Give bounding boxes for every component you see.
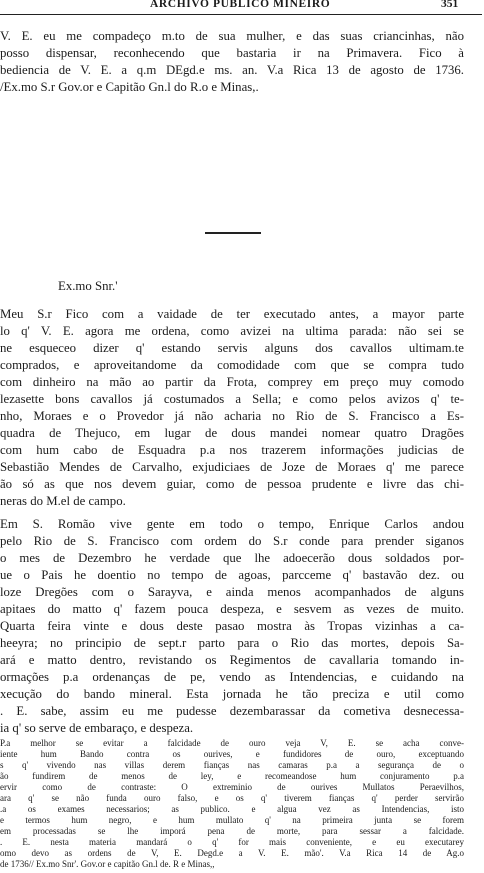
text-line: ão só as que nos devem guiar, como de pessoa prudente e livre das chi- <box>0 477 464 491</box>
text-line: Em S. Romão vive gente em todo o tempo, Enrique Carlos andou <box>0 517 464 531</box>
salutation: Ex.mo Snr.' <box>58 279 118 293</box>
text-line: xecução do bando mineral. Esta jornada he tão preciza e util como <box>0 687 464 701</box>
text-line: Sebastião Mendes de Carvalho, exjudiciaes de Joze de Moraes q' me parece <box>0 460 464 474</box>
text-line: em processadas se lhe imporá pena de morte, para sessar a falcidade. <box>0 826 464 836</box>
text-line: com hum cabo de Esquadra p.a nos trazerem informações judicias de <box>0 443 464 457</box>
text-line: lo q' V. E. agora me ordena, como avizei na ultima parada: não sei se <box>0 324 464 338</box>
text-line: s q' vivendo nas villas derem fianças nas camaras p.a a segurança de o <box>0 760 464 770</box>
text-line: posso dispensar, reconhecendo que bastaria ir na Primavera. Fico à <box>0 46 464 60</box>
text-line: loze Dregões com o Sarayva, e ainda menos acompanhados de alguns <box>0 585 464 599</box>
page-header <box>0 0 484 14</box>
text-line: . E. sabe, assim eu me pudesse dezembarassar da cometiva desnecessa- <box>0 704 464 718</box>
page-number: 351 <box>441 0 459 10</box>
text-line: Meu S.r Fico com a vaidade de ter executado antes, a mayor parte <box>0 307 464 321</box>
text-line: ará e matto dentro, revistando os Regimentos de cavallaria tomando in- <box>0 653 464 667</box>
text-line: ue o Pais he doentio no tempo de agoas, parcceme q' bastavão dez. ou <box>0 568 464 582</box>
text-line: omo devo as ordens de V, E. Degd.e a V. E. mão'. V.a Rica 14 de Ag.o <box>0 848 464 858</box>
text-line: lezasette bons cavallos já costumados a Sella; e como pelos avizos q' te- <box>0 392 464 406</box>
text-line: quadra de Thejuco, em lugar de dous mandei nomear quatro Dragões <box>0 426 464 440</box>
text-line: .a os exames necessarios; as publico. e algua vez as Intendencias, isto <box>0 804 464 814</box>
text-line: heeyra; no principio de sept.r parto para o Rio das mortes, depois Sa- <box>0 636 464 650</box>
paragraph-2 <box>0 516 484 737</box>
text-line: de 1736// Ex.mo Snr'. Gov.or e capitão Gn.l de. R e Minas,, <box>0 859 215 869</box>
paragraph-1 <box>0 306 484 510</box>
text-line: ão fundirem de menos de ley, e recomeandose hum conjuramento p.a <box>0 771 464 781</box>
letter-closing-block <box>0 28 484 96</box>
text-line: pelo Rio de S. Francisco com ordem do S.r conde para prender siganos <box>0 534 464 548</box>
text-line: ara q' se não funda ouro falso, e os q' tiverem fianças q' perder servirão <box>0 793 464 803</box>
text-line: ne esqueceo dizer q' estando servis alguns dos cavallos ultimam.te <box>0 341 464 355</box>
header-rule <box>0 14 482 15</box>
text-line: nho, Moraes e o Provedor já não acharia no Rio de S. Francisco a Es- <box>0 409 464 423</box>
text-line: o mes de Dezembro he verdade que lhe adoecerão dous soldados por- <box>0 551 464 565</box>
text-line: /Ex.mo S.r Gov.or e Capitão Gn.l do R.o e Minas,. <box>0 80 259 94</box>
text-line: apitaes do matto q' fazem pouca despeza, e sesvem as vezes de muito. <box>0 602 464 616</box>
text-line: e termos hum negro, e hum mullato q' na primeira junta se forem <box>0 815 464 825</box>
text-line: Quarta feira vinte e dous deste pasao mostra às Tropas vizinhas a ca- <box>0 619 464 633</box>
text-line: com dinheiro na mão ao partir da Frota, comprey em preço muy comodo <box>0 375 464 389</box>
text-line: P.a melhor se evitar a falcidade de ouro veja V, E. se acha conve- <box>0 738 464 748</box>
text-line: . E. nesta materia mandará o q' for mais conveniente, e eu executarey <box>0 837 464 847</box>
text-line: neras do M.el de campo. <box>0 494 126 508</box>
text-line: iente hum Bando contra os ourives, e fundidores de ouro, exceptuando <box>0 749 464 759</box>
section-divider <box>205 232 261 234</box>
text-line: comprados, e aproveitandome da comodidade com que se compra tudo <box>0 358 464 372</box>
paragraph-3 <box>0 738 484 870</box>
text-line: bediencia de V. E. a q.m DEgd.e ms. an. V.a Rica 13 de agosto de 1736. <box>0 63 464 77</box>
text-line: ormações p.a ordenanças de pe, vendo as Intendencias, e cuidando na <box>0 670 464 684</box>
text-line: ia q' so serve de embaraço, e despeza. <box>0 721 194 735</box>
text-line: V. E. eu me compadeço m.to de sua mulher, e das suas criancinhas, não <box>0 29 464 43</box>
text-line: ervir como de contraste: O extreminio de ourives Mullatos Peraevilhos, <box>0 782 464 792</box>
running-title: ARCHIVO PUBLICO MINEIRO <box>150 0 331 10</box>
